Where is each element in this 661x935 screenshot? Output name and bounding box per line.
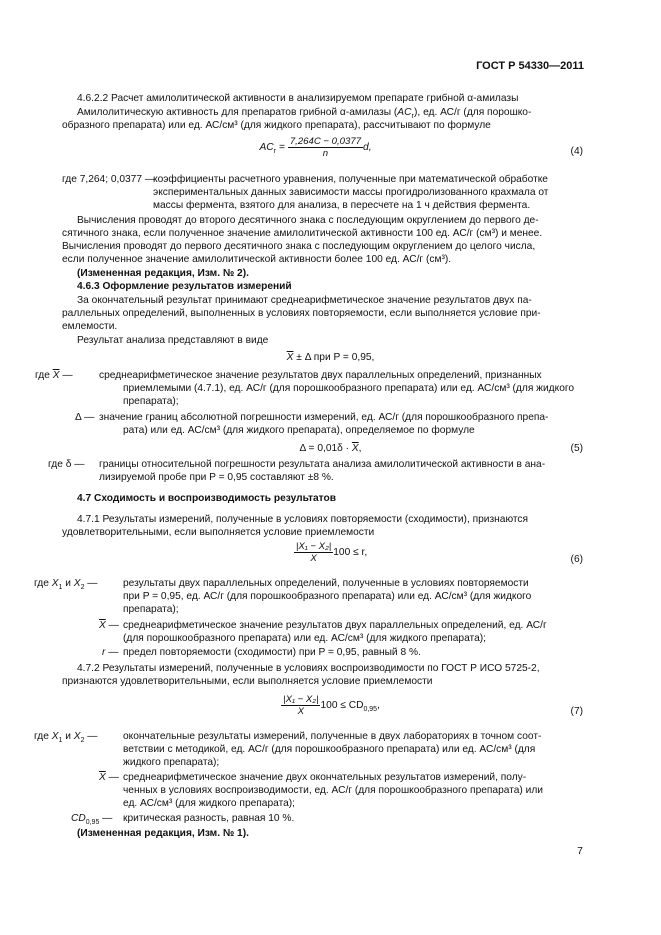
paragraph-line: сятичного знака, если полученное значение амилолитической активности 100 ед. АС/г (см³) и менее.: [62, 228, 543, 239]
formula-4-number: (4): [570, 146, 583, 157]
definition-line: предел повторяемости (сходимости) при P = 0,95, равный 8 %.: [123, 647, 421, 658]
formula-5: $\Delta = 0,01\delta \cdot \overline{X}$,: [299, 443, 362, 454]
paragraph-line: Амилолитическую активность для препаратов грибной α-амилазы $(AC_г)$, ед. АС/г (для порошко-: [77, 107, 532, 121]
paragraph-line: удовлетворительными, если выполняется условие приемлемости: [62, 527, 375, 538]
amendment-note: (Измененная редакция, Изм. № 1).: [77, 828, 249, 839]
where-lead: r —: [102, 647, 119, 658]
paragraph-line: Результат анализа представляют в виде: [77, 335, 269, 346]
paragraph-line: Вычисления проводят до второго десятичного знака с последующим округлением до первого де-: [77, 215, 539, 226]
definition-line: лизируемой пробе при P = 0,95 составляют ±8 %.: [99, 472, 334, 483]
paragraph-line: 4.7.2 Результаты измерений, полученные в условиях воспроизводимости по ГОСТ Р ИСО 5725-2,: [77, 663, 540, 674]
formula-7-number: (7): [570, 706, 583, 717]
definition-line: массы фермента, взятого для анализа, в пересчете на 1 ч действия фермента.: [153, 200, 531, 211]
result-expression: $\overline{X} \pm \Delta$ при P = 0,95,: [286, 352, 375, 363]
where-lead: где $\overline{X}$ —: [35, 370, 73, 381]
definition-line: ед. АС/см³ (для жидкого препарата);: [123, 798, 296, 809]
definition-line: среднеарифметическое значение результатов двух параллельных определений, признанных: [99, 370, 542, 381]
section-47-title: 4.7 Сходимость и воспроизводимость результатов: [77, 493, 336, 504]
where-lead: где 7,264; 0,0377 —: [62, 174, 156, 185]
formula-4: $AC_г$ = $\frac{7,264C - 0,0377}{n}$ d,: [259, 136, 372, 159]
definition-line: препарата);: [123, 396, 179, 407]
definition-line: критическая разность, равная 10 %.: [123, 813, 295, 824]
definition-line: коэффициенты расчетного уравнения, полученные при математической обработке: [153, 174, 548, 185]
definition-line: значение границ абсолютной погрешности измерений, ед. АС/г (для порошкообразного препа-: [99, 412, 549, 423]
paragraph-line: если полученное значение амилолитической активности более 100 ед. АС/г (см³).: [62, 254, 452, 265]
page-number: 7: [577, 845, 583, 857]
definition-line: препарата);: [123, 604, 179, 615]
where-lead: $\overline{X}$ —: [99, 620, 119, 631]
formula-7: $\frac{\text{|X₁ − X₂|}}{X}$ $100 \le CD_{0,95}$,: [283, 694, 380, 717]
where-lead: где $X_1$ и $X_2$ —: [34, 731, 98, 745]
definition-line: окончательные результаты измерений, полученные в двух лабораториях в точном соот-: [123, 731, 542, 742]
paragraph-line: За окончательный результат принимают среднеарифметическое значение результатов двух па-: [77, 295, 532, 306]
where-lead: где $X_1$ и $X_2$ —: [34, 578, 98, 592]
where-lead: Δ —: [75, 412, 95, 423]
definition-line: среднеарифметическое значение результатов двух параллельных определений, ед. АС/г: [123, 620, 547, 631]
formula-5-number: (5): [570, 443, 583, 454]
formula-6: $\frac{\text{|X₁ − X₂|}}{X}$ 100 ≤ r,: [295, 541, 368, 564]
definition-line: приемлемыми (4.7.1), ед. АС/г (для порошкообразного препарата) или ед. АС/см³ (для жидкого: [123, 383, 575, 394]
definition-line: результаты двух параллельных определений, полученные в условиях повторяемости: [123, 578, 529, 589]
definition-line: ветствии с методикой, ед. АС/г (для порошкообразного препарата) или ед. АС/см³ (для: [123, 744, 536, 755]
paragraph-line: 4.7.1 Результаты измерений, полученные в условиях повторяемости (сходимости), признаются: [77, 514, 529, 525]
paragraph-line: образного препарата) или ед. АС/см³ (для жидкого препарата), рассчитывают по формуле: [62, 120, 491, 131]
paragraph-line: признаются удовлетворительными, если выполняется условие приемлемости: [62, 676, 433, 687]
section-4622-title: 4.6.2.2 Расчет амилолитической активности в анализируемом препарате грибной α-амилазы: [77, 93, 519, 104]
amendment-note: (Измененная редакция, Изм. № 2).: [77, 268, 249, 279]
definition-line: при P = 0,95, ед. АС/г (для порошкообразного препарата) или ед. АС/см³ (для жидкого: [123, 591, 532, 602]
definition-line: экспериментальных данных зависимости массы прогидролизованного крахмала от: [153, 187, 549, 198]
where-lead: $CD_{0,95}$ —: [71, 813, 113, 827]
definition-line: ченных в условиях воспроизводимости, ед. АС/г (для порошкообразного препарата) или: [123, 785, 543, 796]
definition-line: границы относительной погрешности результата анализа амилолитической активности в ана-: [99, 459, 546, 470]
definition-line: рата) или ед. АС/см³ (для жидкого препарата), определяемое по формуле: [123, 425, 475, 436]
standard-header: ГОСТ Р 54330—2011: [476, 60, 584, 72]
definition-line: среднеарифметическое значение двух окончательных результатов измерений, полу-: [123, 772, 527, 783]
paragraph-line: Вычисления проводят до первого десятичного знака с последующим округлением до целого числа,: [62, 241, 536, 252]
where-lead: где δ —: [48, 459, 85, 470]
where-lead: $\overline{X}$ —: [99, 772, 119, 783]
paragraph-line: емлемости.: [62, 321, 118, 332]
section-463-title: 4.6.3 Оформление результатов измерений: [77, 281, 292, 292]
paragraph-line: раллельных определений, выполненных в условиях повторяемости, если выполняется условие при-: [62, 308, 541, 319]
definition-line: жидкого препарата);: [123, 757, 220, 768]
formula-6-number: (6): [570, 554, 583, 565]
definition-line: (для порошкообразного препарата) или ед. АС/см³ (для жидкого препарата);: [123, 633, 486, 644]
